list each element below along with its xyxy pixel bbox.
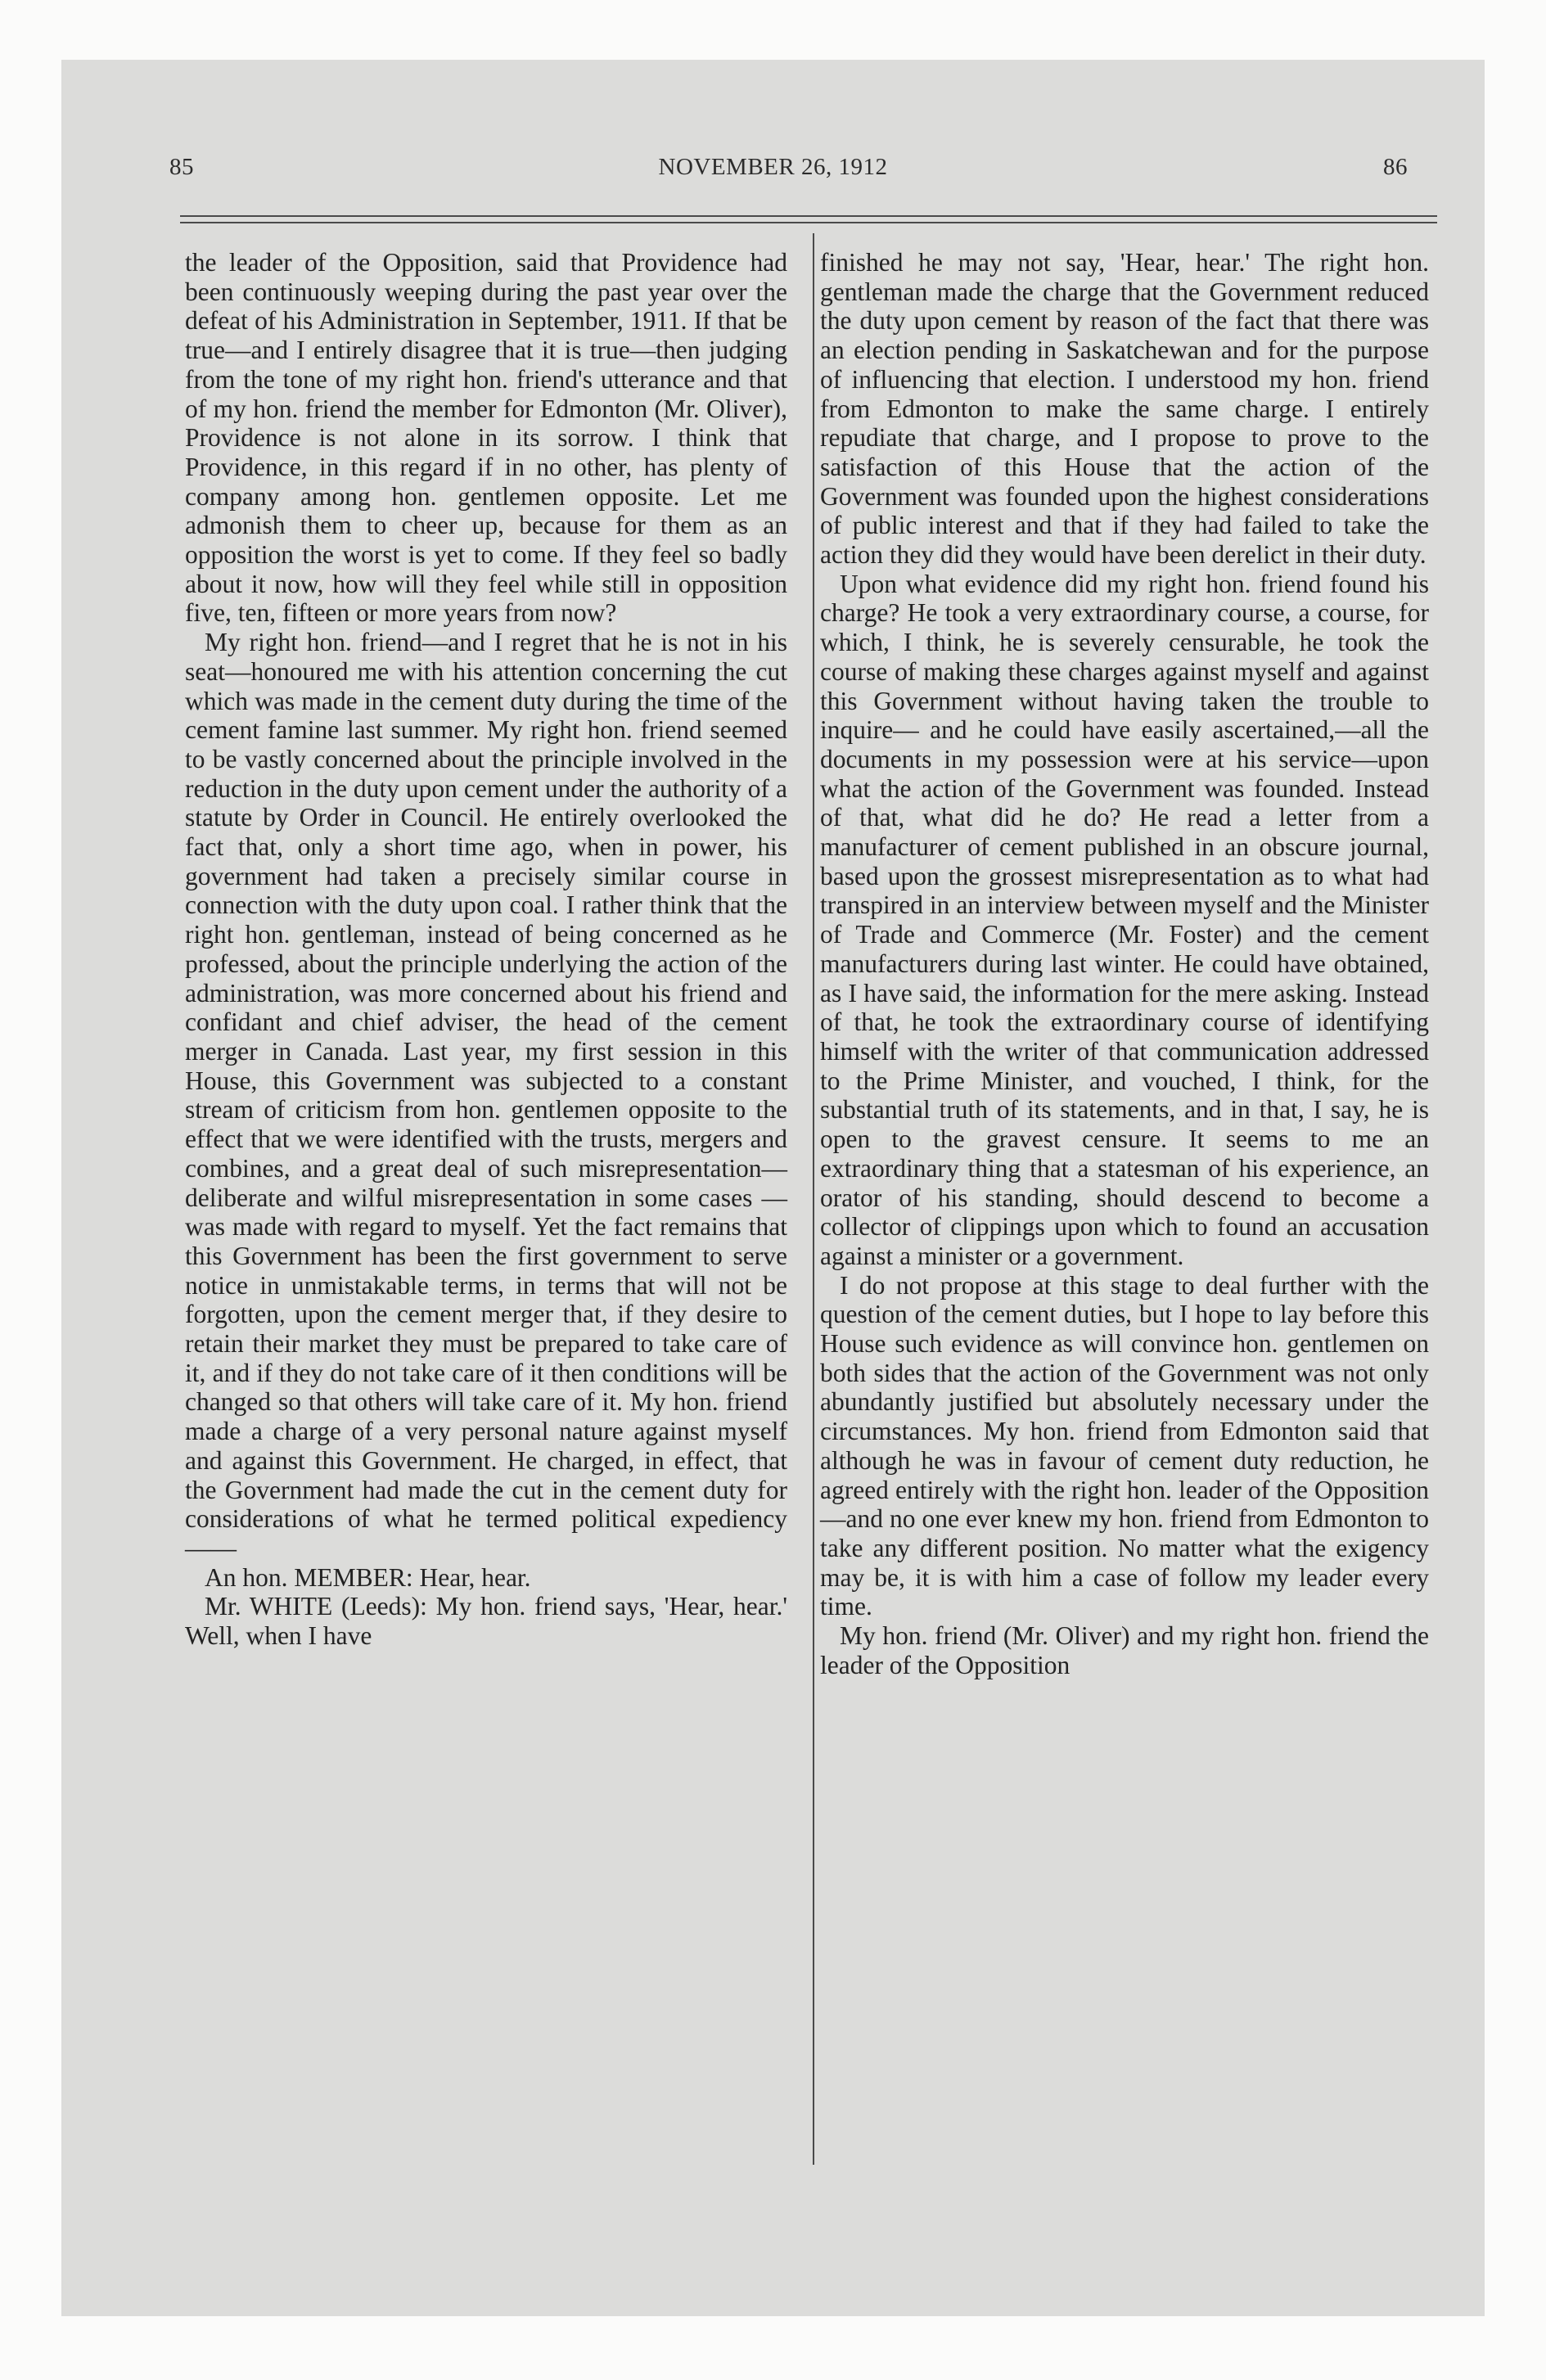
- right-paragraph-3: I do not propose at this stage to deal further with the question of the cement duties, but I hope to lay before this House such evidence as will convince hon. gentlemen on both sides that the action of the Government was not only abundantly justified but absolutely necessary under the circumstances. My hon. friend from Edmonton said that although he was in favour of cement duty reduction, he agreed entirely with the right hon. leader of the Opposition —and no one ever knew my hon. friend from Edmonton to take any different position. No matter what the exigency may be, it is with him a case of follow my leader every time.: [820, 1270, 1429, 1621]
- right-paragraph-1: finished he may not say, 'Hear, hear.' The right hon. gentleman made the charge that the Government reduced the duty upon cement by reason of the fact that there was an election pending in Saskatchewan and for the purpose of influencing that election. I understood my hon. friend from Edmonton to make the same charge. I entirely repudiate that charge, and I propose to prove to the satisfaction of this House that the action of the Government was founded upon the highest considerations of public interest and that if they had failed to take the action they did they would have been derelict in their duty.: [820, 248, 1429, 570]
- header-rule-top: [180, 215, 1437, 217]
- left-paragraph-1: the leader of the Opposition, said that Providence had been continuously weeping during the past year over the defeat of his Administration in September, 1911. If that be true—and I entirely disagree that it is true—then judging from the tone of my right hon. friend's utterance and that of my hon. friend the member for Edmonton (Mr. Oliver), Providence is not alone in its sorrow. I think that Providence, in this regard if in no other, has plenty of company among hon. gentlemen opposite. Let me admonish them to cheer up, because for them as an opposition the worst is yet to come. If they feel so badly about it now, how will they feel while still in opposition five, ten, fifteen or more years from now?: [185, 248, 787, 628]
- right-paragraph-2: Upon what evidence did my right hon. friend found his charge? He took a very extraordinary course, a course, for which, I think, he is severely censurable, he took the course of making these charges against myself and against this Government without having taken the trouble to inquire— and he could have easily ascertained,—all the documents in my possession were at his service—upon what the action of the Government was founded. Instead of that, what did he do? He read a letter from a manufacturer of cement published in an obscure journal, based upon the grossest misrepresentation as to what had transpired in an interview between myself and the Minister of Trade and Commerce (Mr. Foster) and the cement manufacturers during last winter. He could have obtained, as I have said, the information for the mere asking. Instead of that, he took the extraordinary course of identifying himself with the writer of that communication addressed to the Prime Minister, and vouched, I think, for the substantial truth of its statements, and in that, I say, he is open to the gravest censure. It seems to me an extraordinary thing that a statesman of his experience, an orator of his standing, should descend to become a collector of clippings upon which to found an accusation against a minister or a government.: [820, 569, 1429, 1270]
- column-divider: [813, 233, 814, 2165]
- left-paragraph-2: My right hon. friend—and I regret that he is not in his seat—honoured me with his attention concerning the cut which was made in the cement duty during the time of the cement famine last summer. My right hon. friend seemed to be vastly concerned about the principle involved in the reduction in the duty upon cement under the authority of a statute by Order in Council. He entirely overlooked the fact that, only a short time ago, when in power, his government had taken a precisely similar course in connection with the duty upon coal. I rather think that the right hon. gentleman, instead of being concerned as he professed, about the principle underlying the action of the administration, was more concerned about his friend and confidant and chief adviser, the head of the cement merger in Canada. Last year, my first session in this House, this Government was subjected to a constant stream of criticism from hon. gentlemen opposite to the effect that we were identified with the trusts, mergers and combines, and a great deal of such misrepresentation—deliberate and wilful misrepresentation in some cases —was made with regard to myself. Yet the fact remains that this Government has been the first government to serve notice in unmistakable terms, in terms that will not be forgotten, upon the cement merger that, if they desire to retain their market they must be prepared to take care of it, and if they do not take care of it then conditions will be changed so that others will take care of it. My hon. friend made a charge of a very personal nature against myself and against this Government. He charged, in effect, that the Government had made the cut in the cement duty for considerations of what he termed political expediency——: [185, 628, 787, 1562]
- header-rule-bottom: [180, 222, 1437, 223]
- left-paragraph-3: An hon. MEMBER: Hear, hear.: [205, 1562, 531, 1592]
- page-date-heading: NOVEMBER 26, 1912: [658, 154, 888, 180]
- left-paragraph-4: Mr. WHITE (Leeds): My hon. friend says, 'Hear, hear.' Well, when I have: [185, 1592, 787, 1651]
- left-column: [185, 248, 787, 1651]
- page-number-right: 86: [1383, 154, 1408, 180]
- right-paragraph-4: My hon. friend (Mr. Oliver) and my right hon. friend the leader of the Opposition: [820, 1621, 1429, 1679]
- right-column: [820, 248, 1429, 1679]
- page-number-left: 85: [169, 154, 194, 180]
